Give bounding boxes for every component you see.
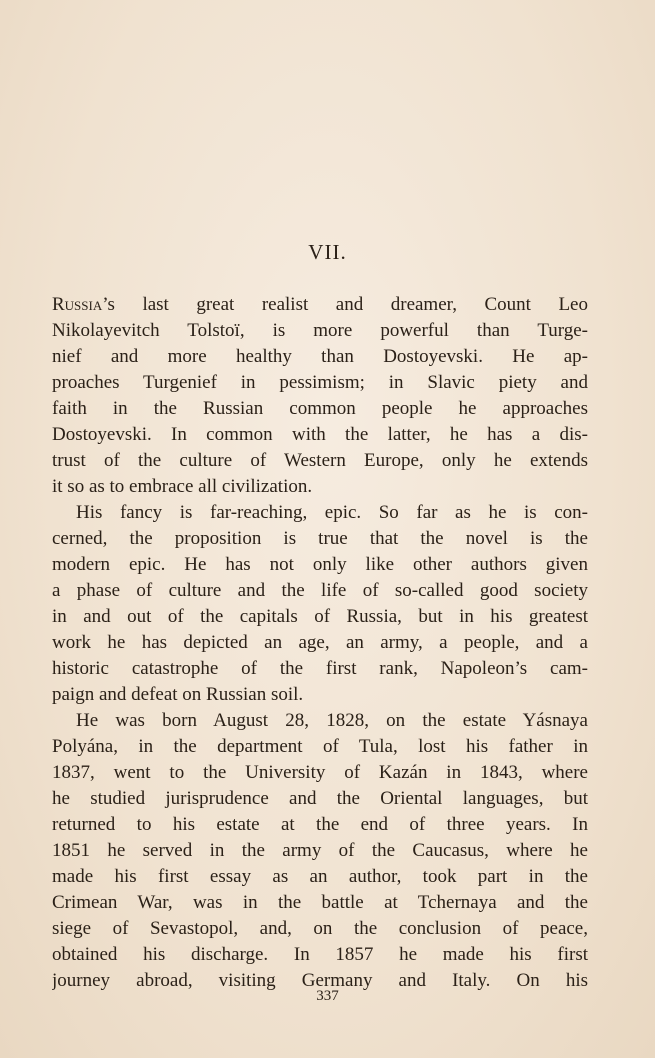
text-line: journey abroad, visiting Germany and Italy. On his <box>52 970 588 991</box>
text-line: he studied jurisprudence and the Oriental languages, but <box>52 788 588 809</box>
text-line: siege of Sevastopol, and, on the conclusion of peace, <box>52 918 588 939</box>
text-line <box>52 292 588 318</box>
text-line: Nikolayevitch Tolstoï, is more powerful than Turge- <box>52 320 588 341</box>
text-line-content: ’s last great realist and dreamer, Count Leo <box>102 294 588 315</box>
text-line: it so as to embrace all civilization. <box>52 476 313 497</box>
text-line: in and out of the capitals of Russia, but in his greatest <box>52 606 588 627</box>
text-line: made his first essay as an author, took part in the <box>52 866 588 887</box>
text-line: cerned, the proposition is true that the novel is the <box>52 528 588 549</box>
page-number: 337 <box>316 988 339 1004</box>
text-line: modern epic. He has not only like other authors given <box>52 554 588 575</box>
text-line: paign and defeat on Russian soil. <box>52 684 304 705</box>
text-line: obtained his discharge. In 1857 he made his first <box>52 944 588 965</box>
text-line: work he has depicted an age, an army, a people, and a <box>52 632 588 653</box>
text-line: 1837, went to the University of Kazán in 1843, where <box>52 762 588 783</box>
text-line: trust of the culture of Western Europe, only he extends <box>52 450 588 471</box>
small-caps-lead: Russia <box>52 294 103 315</box>
text-line: Polyána, in the department of Tula, lost his father in <box>52 736 588 757</box>
text-line: faith in the Russian common people he approaches <box>52 398 588 419</box>
text-line: historic catastrophe of the first rank, Napoleon’s cam- <box>52 658 588 679</box>
text-line: Crimean War, was in the battle at Tchernaya and the <box>52 892 588 913</box>
text-line: He was born August 28, 1828, on the estate Yásnaya <box>76 710 588 731</box>
text-line: a phase of culture and the life of so-called good society <box>52 580 588 601</box>
text-line: Dostoyevski. In common with the latter, he has a dis- <box>52 424 588 445</box>
body-text <box>52 292 588 994</box>
text-line: His fancy is far-reaching, epic. So far as he is con- <box>76 502 588 523</box>
chapter-heading: VII. <box>308 240 347 264</box>
text-line: nief and more healthy than Dostoyevski. He ap- <box>52 346 588 367</box>
text-line: returned to his estate at the end of three years. In <box>52 814 588 835</box>
text-line: proaches Turgenief in pessimism; in Slavic piety and <box>52 372 588 393</box>
text-line: 1851 he served in the army of the Caucasus, where he <box>52 840 588 861</box>
